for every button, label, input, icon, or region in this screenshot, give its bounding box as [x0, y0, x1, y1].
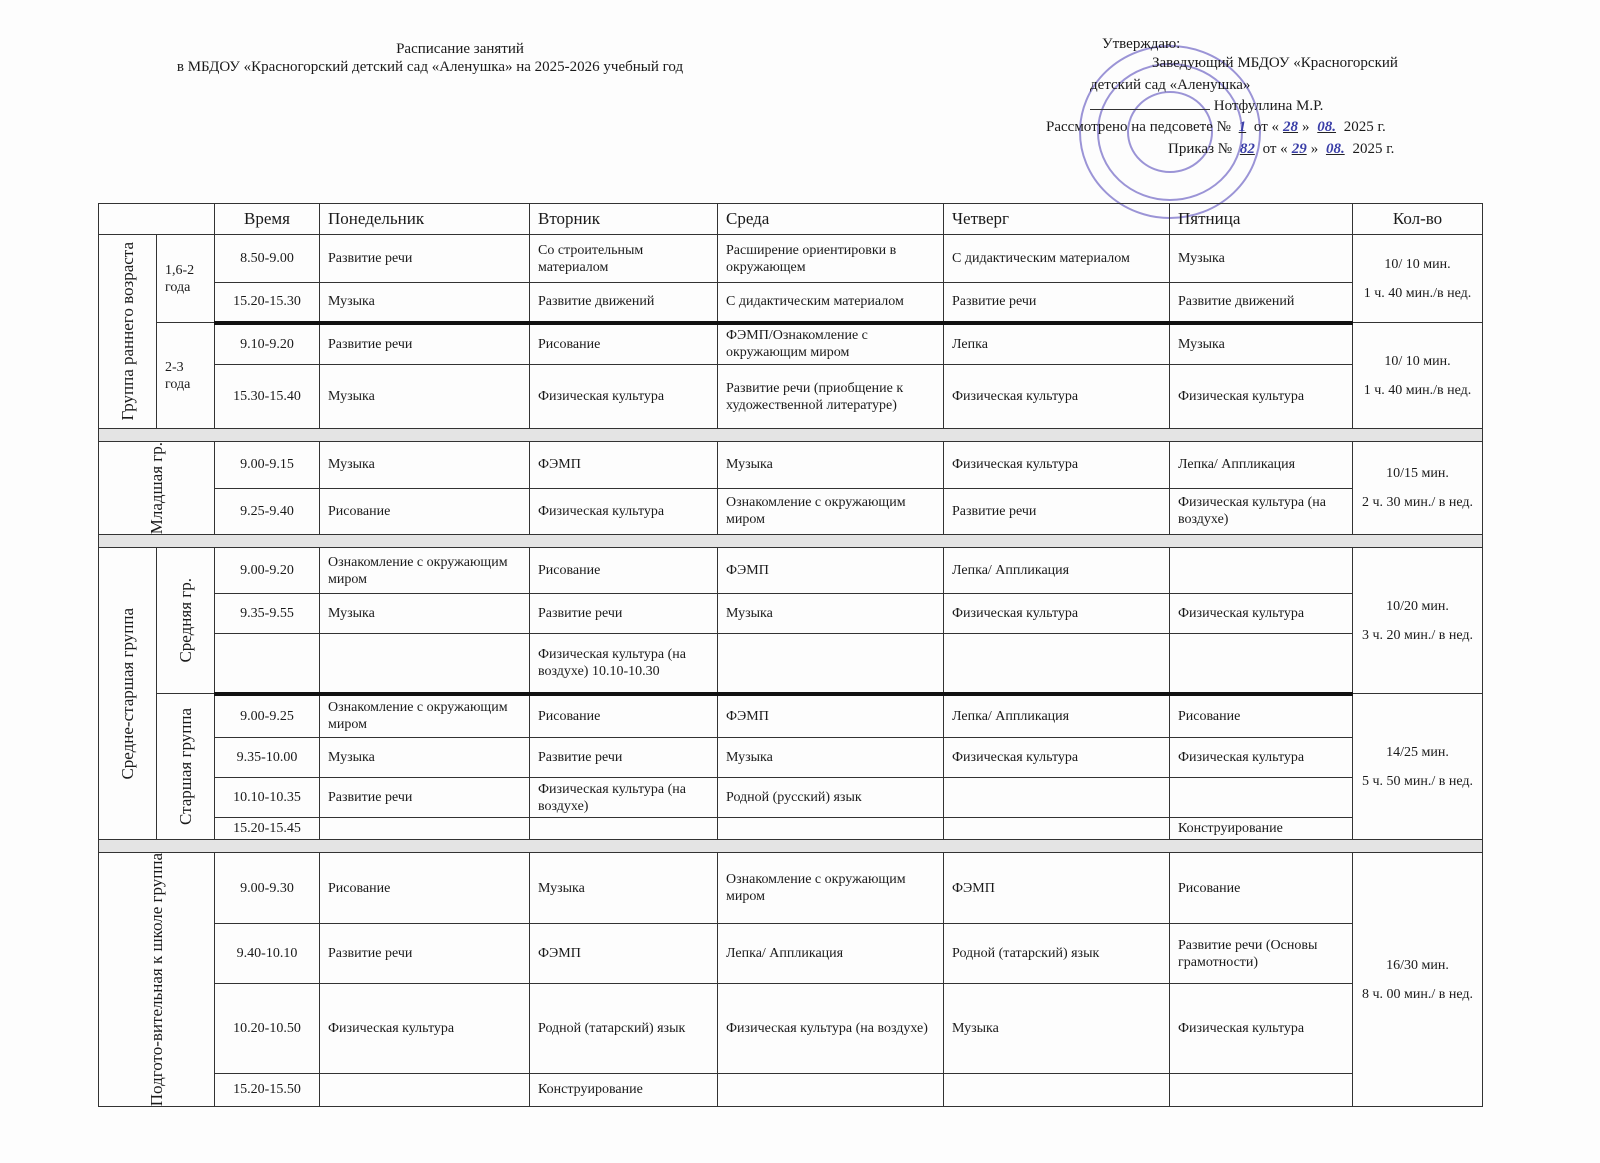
- lesson-friday: [1170, 778, 1353, 818]
- table-row: [99, 924, 1483, 984]
- order-line: Приказ № 82 от « 29 » 08. 2025 г.: [1168, 141, 1395, 157]
- lesson-monday: Ознакомление с окружающим миром: [320, 694, 530, 738]
- count-per-lesson: 10/20 мин.: [1386, 598, 1449, 614]
- order-number: 82: [1239, 141, 1255, 157]
- count-per-lesson: 10/15 мин.: [1386, 466, 1449, 482]
- header-time: Время: [215, 204, 320, 235]
- lesson-tuesday: ФЭМП: [530, 442, 718, 489]
- time-cell: 9.25-9.40: [215, 488, 320, 535]
- time-cell: 10.20-10.50: [215, 984, 320, 1073]
- group-label-text: Группа раннего возраста: [118, 242, 137, 421]
- lesson-wednesday: [718, 818, 944, 840]
- council-number: 1: [1238, 119, 1247, 135]
- lesson-wednesday: Музыка: [718, 442, 944, 489]
- lesson-monday: Развитие речи: [320, 924, 530, 984]
- lesson-thursday: Лепка/ Аппликация: [944, 548, 1170, 594]
- lesson-monday: Развитие речи: [320, 323, 530, 365]
- count-cell: [1353, 323, 1483, 429]
- council-year: 2025 г.: [1343, 119, 1386, 135]
- lesson-monday: Музыка: [320, 594, 530, 634]
- count-cell: [1353, 442, 1483, 535]
- lesson-thursday: [944, 1073, 1170, 1107]
- time-cell: [215, 634, 320, 694]
- lesson-friday: Физическая культура: [1170, 365, 1353, 429]
- lesson-tuesday: Физическая культура: [530, 488, 718, 535]
- lesson-wednesday: [718, 634, 944, 694]
- time-cell: 9.35-10.00: [215, 738, 320, 778]
- lesson-wednesday: ФЭМП: [718, 548, 944, 594]
- lesson-tuesday: Рисование: [530, 694, 718, 738]
- lesson-thursday: [944, 818, 1170, 840]
- spacer-cell: [99, 535, 1483, 548]
- spacer-cell: [99, 840, 1483, 853]
- subgroup-label-text: Старшая группа: [176, 708, 195, 826]
- lesson-wednesday: Ознакомление с окружающим миром: [718, 853, 944, 924]
- lesson-monday: Развитие речи: [320, 778, 530, 818]
- count-per-lesson: 10/ 10 мин.: [1384, 353, 1451, 369]
- lesson-wednesday: Музыка: [718, 738, 944, 778]
- lesson-tuesday: Рисование: [530, 323, 718, 365]
- table-row: [99, 853, 1483, 924]
- lesson-monday: Музыка: [320, 442, 530, 489]
- count-per-week: 3 ч. 20 мин./ в нед.: [1361, 627, 1474, 643]
- lesson-monday: Физическая культура: [320, 984, 530, 1073]
- lesson-thursday: Физическая культура: [944, 365, 1170, 429]
- header-thursday: Четверг: [944, 204, 1170, 235]
- time-cell: 10.10-10.35: [215, 778, 320, 818]
- time-cell: 15.20-15.45: [215, 818, 320, 840]
- spacer-row: [99, 535, 1483, 548]
- lesson-friday: [1170, 1073, 1353, 1107]
- lesson-friday: Музыка: [1170, 235, 1353, 283]
- signer-line: [1090, 96, 1323, 117]
- council-line: Рассмотрено на педсовете № 1 от « 28 » 08. 2025 г.: [1046, 119, 1386, 135]
- lesson-monday: Музыка: [320, 365, 530, 429]
- time-cell: 9.40-10.10: [215, 924, 320, 984]
- header-monday: Понедельник: [320, 204, 530, 235]
- order-prefix: Приказ №: [1168, 141, 1233, 157]
- order-day: 29: [1291, 141, 1307, 157]
- lesson-monday: Рисование: [320, 853, 530, 924]
- lesson-thursday: Физическая культура: [944, 442, 1170, 489]
- lesson-tuesday: Развитие речи: [530, 594, 718, 634]
- time-cell: 9.00-9.25: [215, 694, 320, 738]
- count-per-week: 1 ч. 40 мин./в нед.: [1363, 285, 1472, 301]
- council-month: 08.: [1317, 119, 1337, 135]
- subgroup-label: 1,6-2 года: [157, 235, 215, 323]
- lesson-thursday: С дидактическим материалом: [944, 235, 1170, 283]
- header-friday: Пятница: [1170, 204, 1353, 235]
- header-wednesday: Среда: [718, 204, 944, 235]
- count-per-week: 2 ч. 30 мин./ в нед.: [1361, 495, 1474, 511]
- group-label: [99, 442, 215, 535]
- count-cell: [1353, 548, 1483, 694]
- lesson-tuesday: Физическая культура (на воздухе): [530, 778, 718, 818]
- lesson-wednesday: С дидактическим материалом: [718, 283, 944, 323]
- table-row: [99, 442, 1483, 489]
- table-row: [99, 694, 1483, 738]
- lesson-tuesday: Рисование: [530, 548, 718, 594]
- lesson-wednesday: Музыка: [718, 594, 944, 634]
- subgroup-label: [157, 548, 215, 694]
- count-per-lesson: 10/ 10 мин.: [1384, 256, 1451, 272]
- lesson-thursday: Музыка: [944, 984, 1170, 1073]
- lesson-tuesday: [530, 818, 718, 840]
- time-cell: 15.30-15.40: [215, 365, 320, 429]
- lesson-wednesday: Расширение ориентировки в окружающем: [718, 235, 944, 283]
- lesson-friday: Рисование: [1170, 694, 1353, 738]
- table-row: [99, 634, 1483, 694]
- lesson-thursday: Лепка: [944, 323, 1170, 365]
- lesson-friday: Рисование: [1170, 853, 1353, 924]
- table-row: [99, 594, 1483, 634]
- lesson-tuesday: Конструирование: [530, 1073, 718, 1107]
- group-label: [99, 853, 215, 1107]
- lesson-tuesday: ФЭМП: [530, 924, 718, 984]
- group-label: [99, 235, 157, 429]
- group-label-text: Подгото-вительная к школе группа: [147, 853, 166, 1107]
- time-cell: 9.00-9.30: [215, 853, 320, 924]
- table-row: [99, 488, 1483, 535]
- lesson-thursday: ФЭМП: [944, 853, 1170, 924]
- count-cell: [1353, 853, 1483, 1107]
- council-day: 28: [1283, 119, 1299, 135]
- lesson-wednesday: ФЭМП: [718, 694, 944, 738]
- lesson-friday: [1170, 634, 1353, 694]
- time-cell: 9.10-9.20: [215, 323, 320, 365]
- signer-name: Нотфуллина М.Р.: [1213, 98, 1324, 114]
- lesson-monday: Развитие речи: [320, 235, 530, 283]
- lesson-thursday: Родной (татарский) язык: [944, 924, 1170, 984]
- table-row: [99, 1073, 1483, 1107]
- table-row: [99, 738, 1483, 778]
- group-label-text: Младшая гр.: [147, 442, 166, 535]
- lesson-thursday: Развитие речи: [944, 283, 1170, 323]
- lesson-thursday: Лепка/ Аппликация: [944, 694, 1170, 738]
- lesson-tuesday: Родной (татарский) язык: [530, 984, 718, 1073]
- lesson-thursday: Физическая культура: [944, 738, 1170, 778]
- subgroup-label: [157, 694, 215, 840]
- lesson-wednesday: Физическая культура (на воздухе): [718, 984, 944, 1073]
- doc-title: Расписание занятий: [396, 41, 524, 57]
- time-cell: 9.35-9.55: [215, 594, 320, 634]
- lesson-friday: Конструирование: [1170, 818, 1353, 840]
- count-per-lesson: 16/30 мин.: [1386, 957, 1449, 973]
- count-per-lesson: 14/25 мин.: [1386, 744, 1449, 760]
- table-row: [99, 365, 1483, 429]
- count-per-week: 1 ч. 40 мин./в нед.: [1363, 382, 1472, 398]
- lesson-monday: Музыка: [320, 738, 530, 778]
- group-label: [99, 548, 157, 840]
- spacer-row: [99, 429, 1483, 442]
- lesson-wednesday: Развитие речи (приобщение к художественной литературе): [718, 365, 944, 429]
- header-row: [99, 204, 1483, 235]
- lesson-friday: Развитие речи (Основы грамотности): [1170, 924, 1353, 984]
- table-row: [99, 818, 1483, 840]
- lesson-friday: Музыка: [1170, 323, 1353, 365]
- count-per-week: 5 ч. 50 мин./ в нед.: [1361, 773, 1474, 789]
- lesson-friday: Лепка/ Аппликация: [1170, 442, 1353, 489]
- order-from: от «: [1262, 141, 1288, 157]
- count-cell: [1353, 694, 1483, 840]
- table-row: [99, 235, 1483, 283]
- header-group: [99, 204, 215, 235]
- lesson-tuesday: Со строительным материалом: [530, 235, 718, 283]
- spacer-row: [99, 840, 1483, 853]
- order-month: 08.: [1325, 141, 1345, 157]
- subgroup-label: 2-3 года: [157, 323, 215, 429]
- doc-subtitle: в МБДОУ «Красногорский детский сад «Аленушка» на 2025-2026 учебный год: [176, 59, 684, 75]
- lesson-tuesday: Развитие движений: [530, 283, 718, 323]
- lesson-monday: Ознакомление с окружающим миром: [320, 548, 530, 594]
- lesson-friday: Развитие движений: [1170, 283, 1353, 323]
- lesson-tuesday: Развитие речи: [530, 738, 718, 778]
- count-per-week: 8 ч. 00 мин./ в нед.: [1361, 986, 1474, 1002]
- lesson-thursday: [944, 634, 1170, 694]
- lesson-friday: Физическая культура: [1170, 594, 1353, 634]
- lesson-tuesday: Физическая культура: [530, 365, 718, 429]
- lesson-thursday: [944, 778, 1170, 818]
- lesson-friday: Физическая культура (на воздухе): [1170, 488, 1353, 535]
- header-tuesday: Вторник: [530, 204, 718, 235]
- lesson-wednesday: Лепка/ Аппликация: [718, 924, 944, 984]
- time-cell: 8.50-9.00: [215, 235, 320, 283]
- lesson-wednesday: ФЭМП/Ознакомление с окружающим миром: [718, 323, 944, 365]
- lesson-wednesday: [718, 1073, 944, 1107]
- lesson-friday: Физическая культура: [1170, 984, 1353, 1073]
- lesson-monday: [320, 1073, 530, 1107]
- table-row: [99, 323, 1483, 365]
- lesson-friday: Физическая культура: [1170, 738, 1353, 778]
- table-row: [99, 984, 1483, 1073]
- lesson-monday: [320, 634, 530, 694]
- schedule-table: [98, 203, 1483, 1107]
- lesson-friday: [1170, 548, 1353, 594]
- head-title-line2: детский сад «Аленушка»: [1090, 77, 1251, 93]
- group-label-text: Средне-старшая группа: [118, 607, 137, 780]
- head-title-line1: Заведующий МБДОУ «Красногорский: [1152, 55, 1398, 71]
- time-cell: 9.00-9.20: [215, 548, 320, 594]
- council-from: от «: [1253, 119, 1280, 135]
- spacer-cell: [99, 429, 1483, 442]
- lesson-thursday: Развитие речи: [944, 488, 1170, 535]
- time-cell: 15.20-15.50: [215, 1073, 320, 1107]
- lesson-tuesday: Музыка: [530, 853, 718, 924]
- lesson-tuesday: Физическая культура (на воздухе) 10.10-10.30: [530, 634, 718, 694]
- table-row: [99, 548, 1483, 594]
- time-cell: 9.00-9.15: [215, 442, 320, 489]
- time-cell: 15.20-15.30: [215, 283, 320, 323]
- lesson-monday: Музыка: [320, 283, 530, 323]
- header-count: Кол-во: [1353, 204, 1483, 235]
- lesson-wednesday: Родной (русский) язык: [718, 778, 944, 818]
- table-row: [99, 778, 1483, 818]
- approve-label: Утверждаю:: [1102, 36, 1181, 52]
- lesson-monday: [320, 818, 530, 840]
- subgroup-label-text: Средняя гр.: [176, 578, 195, 663]
- council-prefix: Рассмотрено на педсовете №: [1046, 119, 1231, 135]
- lesson-thursday: Физическая культура: [944, 594, 1170, 634]
- table-row: [99, 283, 1483, 323]
- lesson-wednesday: Ознакомление с окружающим миром: [718, 488, 944, 535]
- lesson-monday: Рисование: [320, 488, 530, 535]
- order-year: 2025 г.: [1352, 141, 1395, 157]
- count-cell: [1353, 235, 1483, 323]
